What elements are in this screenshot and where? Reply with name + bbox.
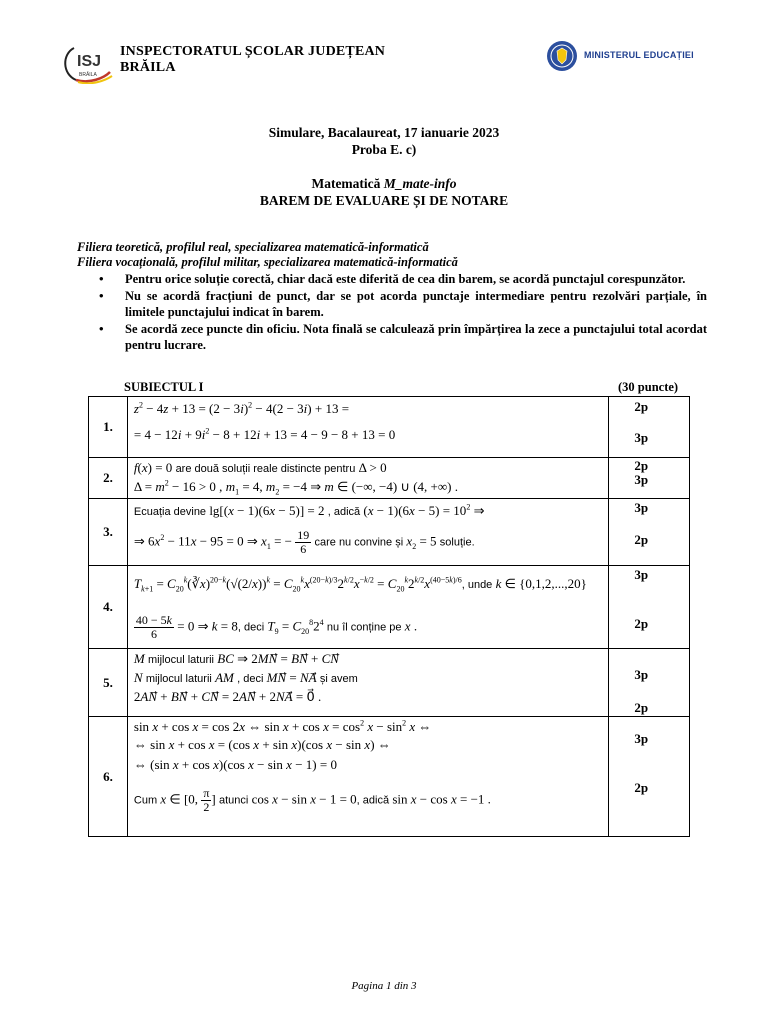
- svg-text:ISJ: ISJ: [77, 53, 102, 70]
- exam-proba: Proba E. c): [351, 142, 417, 157]
- page-footer: Pagina 1 din 3: [351, 980, 417, 992]
- solution-cell: sin x + cos x = cos 2x ⇔ $\sin x + \cos x = \cos^2 x - \sin^2 x$ ⇔ ⇔ sin x + cos x = (cos x + sin x)(cos x − sin x) ⇔ ⇔ (sin x + cos x)(cos x − sin x − 1) = 0 Cum x ∈ [0, $\frac{\pi}{2}$ ] atunci cos x − sin x − 1 = 0, adică sin x − cos x = −1 .: [127, 717, 608, 837]
- points-cell: 3p 2p: [609, 566, 690, 649]
- exam-subject: Matematică M_mate-info: [311, 176, 457, 191]
- item-number: 5.: [89, 649, 128, 717]
- isj-logo: [60, 42, 114, 84]
- item-number: 2.: [89, 458, 128, 499]
- solution-cell: f(x) = 0 are două soluții reale distincte pentru Δ > 0 $\Delta = m^2 - 16 > 0$ , $m_1 = 4$, $m_2 = -4$ ⇒ m ∈ (−∞, −4) ∪ (4, +∞) .: [127, 458, 608, 499]
- subject-points: (30 puncte): [618, 380, 679, 394]
- points-cell: 2p 3p: [609, 458, 690, 499]
- item-number: 1.: [89, 397, 128, 458]
- points-cell: 3p 2p: [609, 717, 690, 837]
- item-number: 6.: [89, 717, 128, 837]
- item-number: 4.: [89, 566, 128, 649]
- barem-title: BAREM DE EVALUARE ȘI DE NOTARE: [259, 193, 509, 208]
- table-row: [89, 499, 690, 566]
- solution-cell: $z^2 - 4z + 13 = (2 - 3i)^2 - 4(2 - 3i) + 13$ = = $4 - 12i + 9i^2 - 8 + 12i + 13 = 4 - 9 - 8 + 13 = 0$: [127, 397, 608, 458]
- item-number: 3.: [89, 499, 128, 566]
- table-row: [89, 397, 690, 458]
- barem-table: [88, 396, 690, 837]
- table-row: [89, 566, 690, 649]
- solution-cell: Ecuația devine lg[(x − 1)(6x − 5)] = 2 , adică $(x - 1)(6x - 5) = 10^2$ ⇒ ⇒ $6x^2 - 11x - 95 = 0$ ⇒ $x_1$ = − $\frac{19}{6}$ care nu convine și $x_2 = 5$ soluție.: [127, 499, 608, 566]
- subject-name: SUBIECTUL I: [124, 380, 204, 394]
- solution-cell: $T_{k+1}$ = $C_{20}^k(∛x)^{20-k}(√(2/x))^k = C_{20}^kx^{(20-k)/3}2^{k/2}x^{-k/2} = C_{20}^k2^{k/2}x^{(40-5k)/6}$, unde k ∈ {0,1,2,...,20} $\frac{40 - 5k}{6}$ = 0 ⇒ k = 8, deci $T_9 = C_{20}^82^4$ nu îl conține pe x .: [127, 566, 608, 649]
- ministry-name: MINISTERUL EDUCAȚIEI: [584, 50, 694, 60]
- points-cell: 2p 3p: [609, 397, 690, 458]
- exam-title: Simulare, Bacalaureat, 17 ianuarie 2023: [268, 125, 500, 140]
- grading-rules: [95, 271, 707, 354]
- rule-item: • Nu se acordă fracțiuni de punct, dar se pot acorda punctaje intermediare pentru rezolvări parțiale, în limitele punctajului indicat în barem.: [95, 288, 707, 320]
- table-row: [89, 717, 690, 837]
- rule-item: • Pentru orice soluție corectă, chiar dacă este diferită de cea din barem, se acordă punctajul corespunzător.: [95, 271, 707, 287]
- table-row: [89, 458, 690, 499]
- points-cell: 3p 2p: [609, 499, 690, 566]
- isj-title: INSPECTORATUL ȘCOLAR JUDEȚEAN BRĂILA: [120, 44, 386, 75]
- solution-cell: M mijlocul laturii BC ⇒ 2MN⃗ = BN⃗ + CN N mijlocul laturii AM , deci MN⃗ = NA⃗ și avem 2AN⃗ + BN⃗ + CN⃗ = 2AN⃗ + 2NA⃗ = 0⃗ .: [127, 649, 608, 717]
- table-row: [89, 649, 690, 717]
- rule-item: • Se acordă zece puncte din oficiu. Nota finală se calculează prin împărțirea la zece a punctajului total acordat pentru lucrare.: [95, 321, 707, 353]
- filiera-1: Filiera teoretică, profilul real, specializarea matematică-informatică: [77, 240, 429, 254]
- ministry-emblem-icon: [546, 40, 578, 72]
- svg-text:BRĂILA: BRĂILA: [79, 72, 97, 78]
- points-cell: 3p 2p: [609, 649, 690, 717]
- filiera-2: Filiera vocațională, profilul militar, specializarea matematică-informatică: [77, 255, 458, 269]
